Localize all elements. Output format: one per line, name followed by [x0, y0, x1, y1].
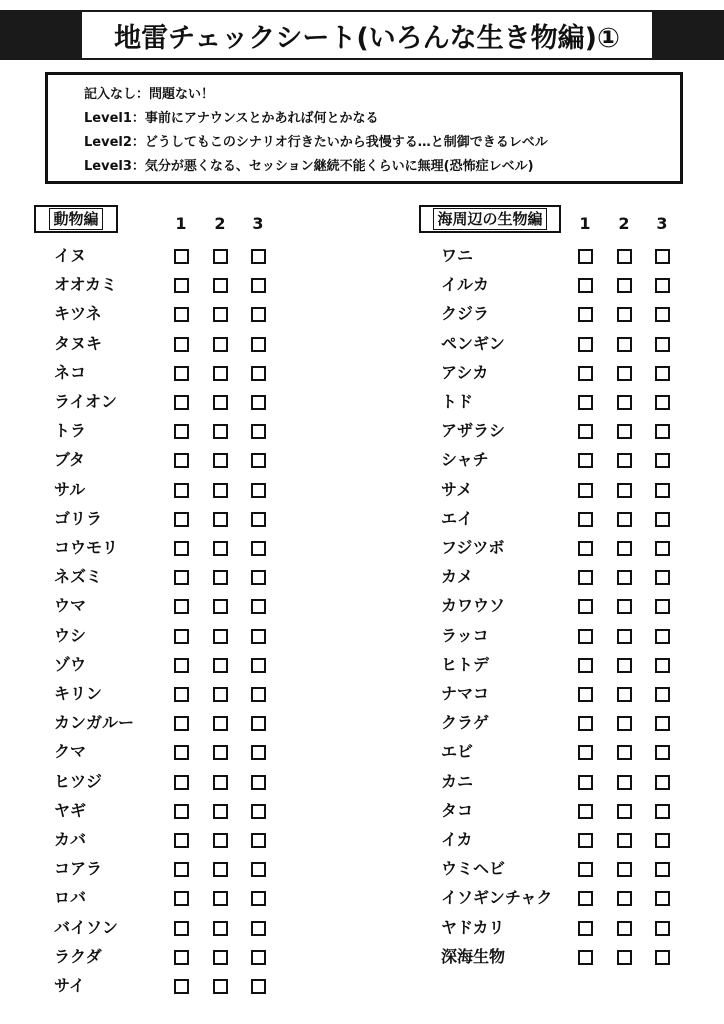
level-3-checkbox[interactable] [655, 716, 670, 731]
level-2-checkbox[interactable] [213, 775, 228, 790]
level-2-checkbox[interactable] [617, 307, 632, 322]
level-3-checkbox[interactable] [251, 775, 266, 790]
level-1-checkbox[interactable] [174, 337, 189, 352]
level-1-checkbox[interactable] [578, 716, 593, 731]
level-2-checkbox[interactable] [617, 395, 632, 410]
checklist-item-label: ロバ [54, 888, 87, 907]
level-2-checkbox[interactable] [617, 775, 632, 790]
section-heading-sea-creatures-text: 海周辺の生物編 [433, 208, 546, 230]
level-2-checkbox[interactable] [213, 307, 228, 322]
level-1-checkbox[interactable] [174, 541, 189, 556]
level-1-checkbox[interactable] [174, 366, 189, 381]
level-3-checkbox[interactable] [251, 278, 266, 293]
level-1-checkbox[interactable] [174, 950, 189, 965]
level-1-checkbox[interactable] [578, 483, 593, 498]
level-2-checkbox[interactable] [213, 687, 228, 702]
level-2-checkbox[interactable] [617, 453, 632, 468]
checklist-item-label: カメ [441, 567, 474, 586]
level-1-checkbox[interactable] [578, 804, 593, 819]
level-3-checkbox[interactable] [655, 745, 670, 760]
level-1-checkbox[interactable] [578, 862, 593, 877]
checklist-item-label: アザラシ [441, 421, 506, 440]
level-3-checkbox[interactable] [655, 366, 670, 381]
level-1-checkbox[interactable] [174, 775, 189, 790]
level-3-checkbox[interactable] [251, 453, 266, 468]
level-3-checkbox[interactable] [655, 599, 670, 614]
level-3-checkbox[interactable] [655, 453, 670, 468]
left-level-1-header: 1 [175, 214, 187, 233]
level-3-checkbox[interactable] [655, 891, 670, 906]
level-1-checkbox[interactable] [578, 775, 593, 790]
level-2-checkbox[interactable] [213, 424, 228, 439]
level-3-checkbox[interactable] [655, 337, 670, 352]
level-2-checkbox[interactable] [213, 249, 228, 264]
checklist-item-label: エイ [441, 509, 474, 528]
level-3-checkbox[interactable] [251, 658, 266, 673]
checklist-item-label: フジツボ [441, 538, 505, 557]
legend-line-none: 記入なし：問題ない！ [84, 87, 215, 102]
level-3-checkbox[interactable] [251, 570, 266, 585]
level-3-checkbox[interactable] [655, 833, 670, 848]
level-2-checkbox[interactable] [617, 629, 632, 644]
right-level-1-header: 1 [579, 214, 591, 233]
level-3-checkbox[interactable] [251, 541, 266, 556]
level-1-checkbox[interactable] [578, 658, 593, 673]
level-3-checkbox[interactable] [251, 745, 266, 760]
level-3-checkbox[interactable] [251, 979, 266, 994]
level-1-checkbox[interactable] [578, 833, 593, 848]
level-3-checkbox[interactable] [251, 716, 266, 731]
level-2-checkbox[interactable] [617, 366, 632, 381]
checklist-item-label: ラッコ [441, 626, 489, 645]
level-2-checkbox[interactable] [617, 483, 632, 498]
checklist-item-label: キツネ [54, 304, 102, 323]
level-2-checkbox[interactable] [617, 658, 632, 673]
level-3-checkbox[interactable] [251, 483, 266, 498]
checklist-item-label: コアラ [54, 859, 103, 878]
level-1-checkbox[interactable] [174, 483, 189, 498]
checklist-item-label: ウミヘビ [441, 859, 506, 878]
level-2-checkbox[interactable] [617, 745, 632, 760]
level-3-checkbox[interactable] [251, 249, 266, 264]
level-3-checkbox[interactable] [655, 921, 670, 936]
page-title: 地雷チェックシート(いろんな生き物編)① [80, 12, 654, 58]
level-3-checkbox[interactable] [655, 687, 670, 702]
checklist-item-label: ヤギ [54, 801, 87, 820]
level-3-checkbox[interactable] [251, 512, 266, 527]
section-heading-sea-creatures [419, 205, 561, 233]
level-2-checkbox[interactable] [213, 512, 228, 527]
legend-line-level2: Level2：どうしてもこのシナリオ行きたいから我慢する…と制御できるレベル [84, 135, 548, 150]
level-2-checkbox[interactable] [213, 979, 228, 994]
level-2-checkbox[interactable] [213, 570, 228, 585]
level-2-checkbox[interactable] [213, 891, 228, 906]
checklist-item-label: ペンギン [441, 334, 505, 353]
level-1-checkbox[interactable] [578, 337, 593, 352]
level-3-checkbox[interactable] [655, 307, 670, 322]
level-2-checkbox[interactable] [213, 950, 228, 965]
checklist-item-label: ネコ [54, 363, 87, 382]
checklist-item-label: イルカ [441, 275, 490, 294]
checklist-item-label: ライオン [54, 392, 118, 411]
left-level-3-header: 3 [252, 214, 264, 233]
level-2-checkbox[interactable] [213, 599, 228, 614]
level-3-checkbox[interactable] [655, 424, 670, 439]
level-1-checkbox[interactable] [578, 278, 593, 293]
legend-line-level3: Level3：気分が悪くなる、セッション継続不能くらいに無理(恐怖症レベル) [84, 159, 534, 174]
level-2-checkbox[interactable] [213, 483, 228, 498]
checklist-item-label: サメ [441, 480, 473, 499]
checklist-item-label: ヤドカリ [441, 918, 505, 937]
checklist-item-label: ゴリラ [54, 509, 103, 528]
checklist-item-label: カワウソ [441, 596, 506, 615]
level-2-checkbox[interactable] [617, 891, 632, 906]
level-1-checkbox[interactable] [174, 716, 189, 731]
level-2-checkbox[interactable] [213, 395, 228, 410]
level-1-checkbox[interactable] [578, 249, 593, 264]
checklist-item-label: タコ [441, 801, 474, 820]
level-1-checkbox[interactable] [174, 249, 189, 264]
checklist-item-label: ブタ [54, 450, 85, 469]
level-1-checkbox[interactable] [174, 453, 189, 468]
level-1-checkbox[interactable] [578, 366, 593, 381]
checklist-item-label: カバ [54, 830, 87, 849]
level-2-checkbox[interactable] [617, 599, 632, 614]
legend-box [45, 72, 683, 184]
checklist-item-label: ウシ [54, 626, 87, 645]
checklist-item-label: ネズミ [54, 567, 103, 586]
level-1-checkbox[interactable] [174, 891, 189, 906]
level-1-checkbox[interactable] [578, 570, 593, 585]
checklist-item-label: イヌ [54, 246, 87, 265]
level-2-checkbox[interactable] [617, 424, 632, 439]
checklist-item-label: クマ [54, 742, 87, 761]
level-2-checkbox[interactable] [213, 745, 228, 760]
checklist-item-label: ワニ [441, 246, 474, 265]
checklist-item-label: イカ [441, 830, 473, 849]
checklist-item-label: ヒツジ [54, 772, 103, 791]
checklist-item-label: クラゲ [441, 713, 490, 732]
level-2-checkbox[interactable] [617, 833, 632, 848]
checklist-item-label: イソギンチャク [441, 888, 553, 907]
level-3-checkbox[interactable] [251, 424, 266, 439]
checklist-item-label: ゾウ [54, 655, 87, 674]
level-2-checkbox[interactable] [617, 278, 632, 293]
level-1-checkbox[interactable] [174, 804, 189, 819]
level-2-checkbox[interactable] [213, 337, 228, 352]
level-3-checkbox[interactable] [251, 395, 266, 410]
left-level-2-header: 2 [214, 214, 226, 233]
level-2-checkbox[interactable] [617, 687, 632, 702]
level-2-checkbox[interactable] [213, 658, 228, 673]
level-2-checkbox[interactable] [617, 249, 632, 264]
level-3-checkbox[interactable] [251, 307, 266, 322]
level-3-checkbox[interactable] [655, 950, 670, 965]
level-2-checkbox[interactable] [617, 716, 632, 731]
level-3-checkbox[interactable] [655, 862, 670, 877]
level-1-checkbox[interactable] [174, 687, 189, 702]
checklist-item-label: ヒトデ [441, 655, 490, 674]
checklist-item-label: ウマ [54, 596, 87, 615]
checklist-item-label: 深海生物 [441, 947, 506, 966]
level-3-checkbox[interactable] [655, 775, 670, 790]
level-3-checkbox[interactable] [251, 687, 266, 702]
level-2-checkbox[interactable] [213, 833, 228, 848]
level-3-checkbox[interactable] [655, 658, 670, 673]
right-level-3-header: 3 [656, 214, 668, 233]
level-2-checkbox[interactable] [617, 570, 632, 585]
level-3-checkbox[interactable] [251, 891, 266, 906]
level-3-checkbox[interactable] [655, 249, 670, 264]
level-2-checkbox[interactable] [213, 629, 228, 644]
level-2-checkbox[interactable] [213, 862, 228, 877]
level-3-checkbox[interactable] [655, 629, 670, 644]
checklist-item-label: ラクダ [54, 947, 102, 966]
level-1-checkbox[interactable] [578, 395, 593, 410]
level-1-checkbox[interactable] [174, 658, 189, 673]
level-2-checkbox[interactable] [213, 804, 228, 819]
section-heading-animals-text: 動物編 [49, 208, 102, 230]
level-1-checkbox[interactable] [174, 307, 189, 322]
checklist-item-label: アシカ [441, 363, 489, 382]
level-3-checkbox[interactable] [655, 483, 670, 498]
checklist-item-label: サル [54, 480, 86, 499]
level-3-checkbox[interactable] [251, 950, 266, 965]
level-3-checkbox[interactable] [655, 541, 670, 556]
level-2-checkbox[interactable] [617, 512, 632, 527]
level-2-checkbox[interactable] [617, 541, 632, 556]
level-2-checkbox[interactable] [213, 366, 228, 381]
level-3-checkbox[interactable] [655, 278, 670, 293]
level-1-checkbox[interactable] [174, 862, 189, 877]
section-heading-animals [34, 205, 118, 233]
level-1-checkbox[interactable] [578, 950, 593, 965]
level-1-checkbox[interactable] [578, 921, 593, 936]
checklist-item-label: コウモリ [54, 538, 119, 557]
level-3-checkbox[interactable] [655, 512, 670, 527]
level-2-checkbox[interactable] [617, 804, 632, 819]
level-1-checkbox[interactable] [578, 745, 593, 760]
level-2-checkbox[interactable] [617, 862, 632, 877]
level-2-checkbox[interactable] [617, 337, 632, 352]
level-1-checkbox[interactable] [578, 512, 593, 527]
level-3-checkbox[interactable] [251, 862, 266, 877]
level-1-checkbox[interactable] [578, 424, 593, 439]
checklist-item-label: トラ [54, 421, 87, 440]
level-2-checkbox[interactable] [213, 921, 228, 936]
checklist-item-label: バイソン [54, 918, 119, 937]
checklist-item-label: カニ [441, 772, 474, 791]
level-1-checkbox[interactable] [174, 395, 189, 410]
level-1-checkbox[interactable] [578, 629, 593, 644]
checklist-item-label: カンガルー [54, 713, 135, 732]
right-level-2-header: 2 [618, 214, 630, 233]
level-3-checkbox[interactable] [655, 395, 670, 410]
checklist-item-label: ナマコ [441, 684, 490, 703]
level-1-checkbox[interactable] [578, 541, 593, 556]
level-2-checkbox[interactable] [213, 278, 228, 293]
level-1-checkbox[interactable] [174, 921, 189, 936]
level-3-checkbox[interactable] [251, 337, 266, 352]
checklist-item-label: キリン [54, 684, 103, 703]
level-2-checkbox[interactable] [213, 541, 228, 556]
level-3-checkbox[interactable] [251, 599, 266, 614]
level-3-checkbox[interactable] [251, 366, 266, 381]
level-2-checkbox[interactable] [213, 716, 228, 731]
level-3-checkbox[interactable] [251, 629, 266, 644]
level-2-checkbox[interactable] [213, 453, 228, 468]
level-1-checkbox[interactable] [174, 599, 189, 614]
checklist-item-label: クジラ [441, 304, 490, 323]
level-1-checkbox[interactable] [174, 979, 189, 994]
level-3-checkbox[interactable] [251, 921, 266, 936]
level-1-checkbox[interactable] [174, 512, 189, 527]
level-3-checkbox[interactable] [655, 804, 670, 819]
level-1-checkbox[interactable] [174, 278, 189, 293]
checklist-item-label: サイ [54, 976, 85, 995]
checklist-item-label: オオカミ [54, 275, 118, 294]
level-1-checkbox[interactable] [174, 570, 189, 585]
level-1-checkbox[interactable] [578, 599, 593, 614]
checklist-item-label: エビ [441, 742, 474, 761]
checklist-item-label: タヌキ [54, 334, 103, 353]
legend-line-level1: Level1：事前にアナウンスとかあれば何とかなる [84, 111, 379, 126]
level-1-checkbox[interactable] [174, 424, 189, 439]
level-3-checkbox[interactable] [251, 833, 266, 848]
checklist-item-label: シャチ [441, 450, 489, 469]
level-1-checkbox[interactable] [174, 745, 189, 760]
level-1-checkbox[interactable] [578, 307, 593, 322]
level-1-checkbox[interactable] [174, 833, 189, 848]
level-1-checkbox[interactable] [578, 891, 593, 906]
checklist-item-label: トド [441, 392, 474, 411]
level-3-checkbox[interactable] [655, 570, 670, 585]
level-1-checkbox[interactable] [174, 629, 189, 644]
level-2-checkbox[interactable] [617, 921, 632, 936]
level-3-checkbox[interactable] [251, 804, 266, 819]
level-1-checkbox[interactable] [578, 453, 593, 468]
level-1-checkbox[interactable] [578, 687, 593, 702]
level-2-checkbox[interactable] [617, 950, 632, 965]
